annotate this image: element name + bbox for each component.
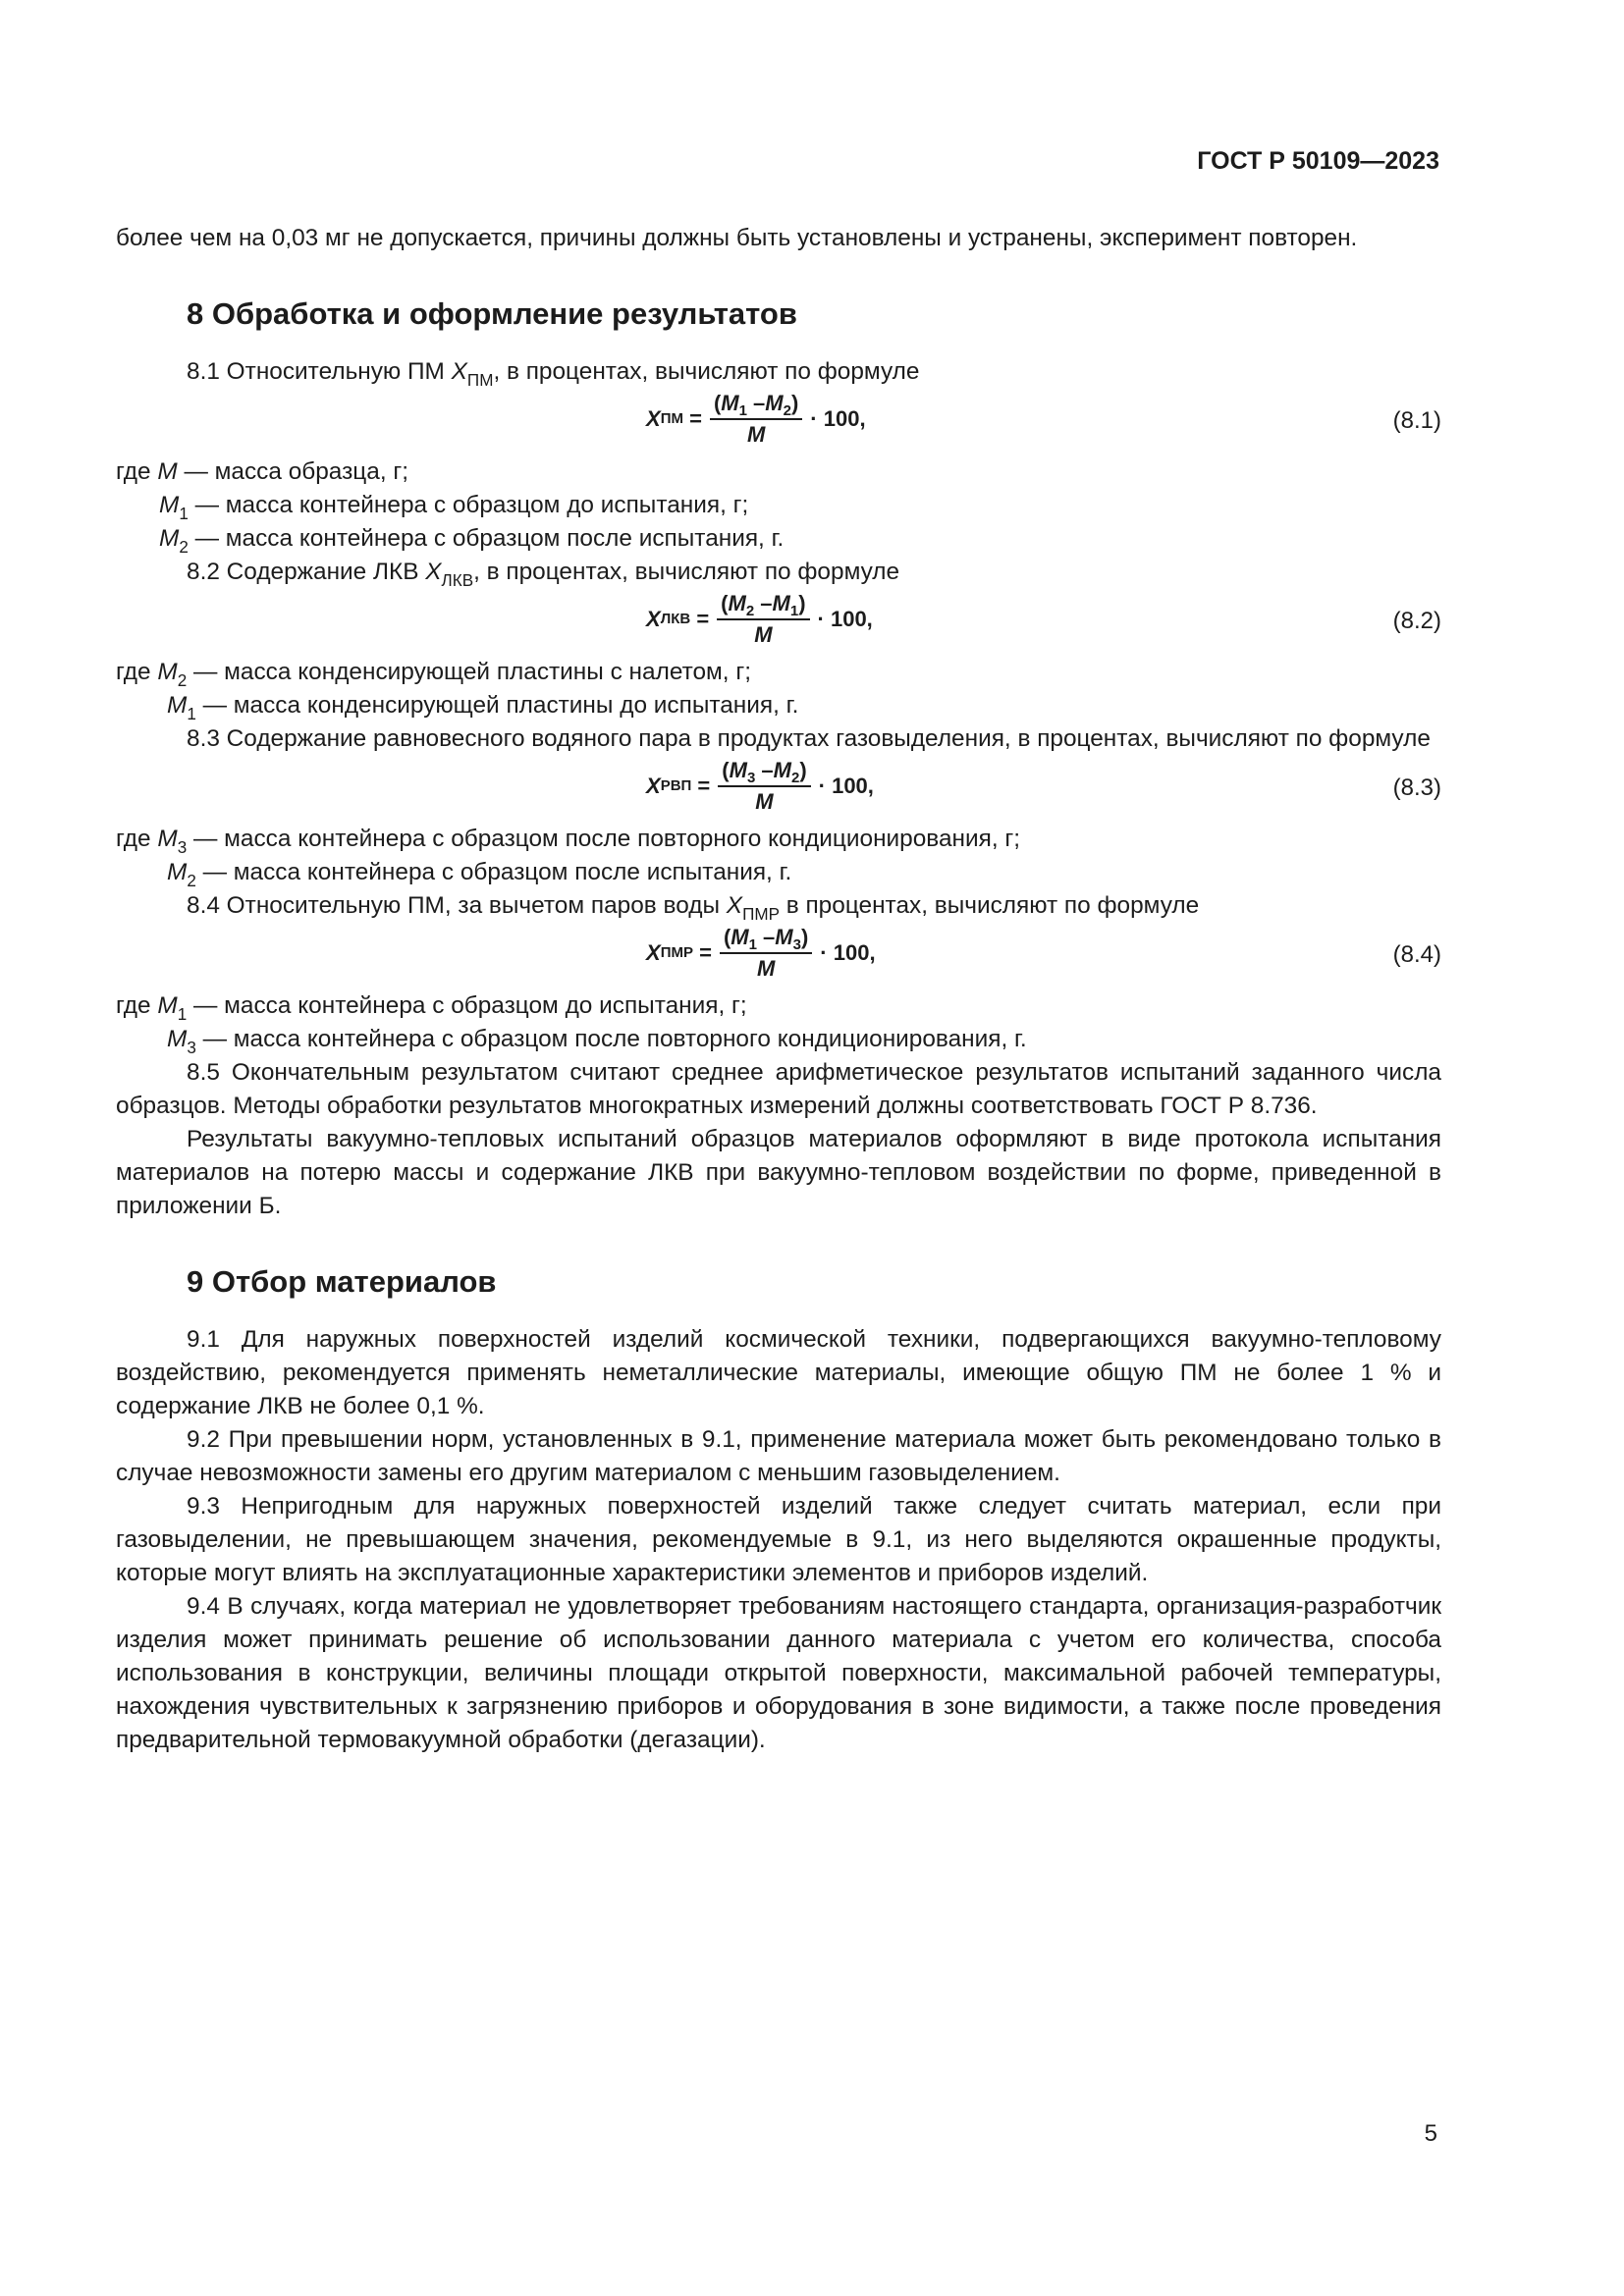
where-8-4-line-1: где $M_1$ — масса контейнера с образцом до испытания, г; xyxy=(116,992,747,1024)
document-id-header: ГОСТ Р 50109—2023 xyxy=(1197,147,1439,175)
equation-number-8-3: (8.3) xyxy=(1392,774,1441,801)
intro-paragraph: более чем на 0,03 мг не допускается, причины должны быть установлены и устранены, эксперимент повторен. xyxy=(116,225,1358,251)
where-8-1-line-2: $M_1$ — масса контейнера с образцом до испытания, г; xyxy=(159,492,749,523)
where-8-1-line-3: $M_2$ — масса контейнера с образцом после испытания, г. xyxy=(159,525,785,557)
equation-number-8-4: (8.4) xyxy=(1392,941,1441,968)
clause-9-3: 9.3 Непригодным для наружных поверхностей изделий также следует считать материал, если при газовыделении, не превышающем значения, рекомендуемые в 9.1, из него выделяются окрашенные продукты, которые могут влиять на эксплуатационные характеристики элементов и приборов изделий. xyxy=(116,1493,1441,1586)
clause-8-5: 8.5 Окончательным результатом считают среднее арифметическое результатов испытаний заданного числа образцов. Методы обработки результатов многократных измерений должны соответствовать ГОСТ Р 8.736. xyxy=(116,1059,1441,1119)
clause-8-2: 8.2 Содержание ЛКВ $X_{ЛКВ}$, в процентах, вычисляют по формуле xyxy=(187,559,900,590)
formula-8-3: X РВП = $\frac{(M_3 -M_2)}{M}$ · 100, (8.3) xyxy=(646,758,1441,814)
where-8-4-line-2: $M_3$ — масса контейнера с образцом после повторного кондиционирования, г. xyxy=(167,1026,1027,1057)
where-8-2-line-1: где $M_2$ — масса конденсирующей пластины с налетом, г; xyxy=(116,659,752,690)
formula-8-4: X ПМР = $\frac{(M_1 -M_3)}{M}$ · 100, (8.4) xyxy=(646,925,1441,981)
clause-9-2: 9.2 При превышении норм, установленных в 9.1, применение материала может быть рекомендовано только в случае невозможности замены его другим материалом с меньшим газовыделением. xyxy=(116,1426,1441,1486)
clause-8-3: 8.3 Содержание равновесного водяного пара в продуктах газовыделения, в процентах, вычисляют по формуле xyxy=(187,725,1431,752)
where-8-2-line-2: $M_1$ — масса конденсирующей пластины до испытания, г. xyxy=(167,692,799,723)
equation-number-8-2: (8.2) xyxy=(1392,608,1441,634)
where-8-3-line-2: $M_2$ — масса контейнера с образцом после испытания, г. xyxy=(167,859,792,890)
where-8-1-line-1: где M — масса образца, г; xyxy=(116,458,409,485)
clause-8-1: 8.1 Относительную ПМ $X_{ПМ}$, в процентах, вычисляют по формуле xyxy=(187,358,920,390)
clause-9-1: 9.1 Для наружных поверхностей изделий космической техники, подвергающихся вакуумно-тепловому воздействию, рекомендуется применять неметаллические материалы, имеющие общую ПМ не более 1 % и содержание ЛКВ не более 0,1 %. xyxy=(116,1326,1441,1419)
section-8-heading: 8 Обработка и оформление результатов xyxy=(187,296,797,331)
equation-number-8-1: (8.1) xyxy=(1392,407,1441,434)
formula-8-2: X ЛКВ = $\frac{(M_2 -M_1)}{M}$ · 100, (8.2) xyxy=(646,591,1441,647)
formula-8-1: X ПМ = $\frac{(M_1 -M_2)}{M}$ · 100, (8.1) xyxy=(646,391,1441,447)
document-body xyxy=(116,222,1441,1757)
clause-8-4: 8.4 Относительную ПМ, за вычетом паров воды $X_{ПМР}$ в процентах, вычисляют по формуле xyxy=(187,892,1200,924)
page-number: 5 xyxy=(1424,2120,1437,2147)
clause-9-4: 9.4 В случаях, когда материал не удовлетворяет требованиям настоящего стандарта, организация-разработчик изделия может принимать решение об использовании данного материала с учетом его количества, способа использования в конструкции, величины площади открытой поверхности, максимальной рабочей температуры, нахождения чувствительных к загрязнению приборов и оборудования в зоне видимости, а также после проведения предварительной термовакуумной обработки (дегазации). xyxy=(116,1593,1441,1753)
clause-8-5-results: Результаты вакуумно-тепловых испытаний образцов материалов оформляют в виде протокола испытания материалов на потерю массы и содержание ЛКВ при вакуумно-тепловом воздействии по форме, приведенной в приложении Б. xyxy=(116,1126,1441,1219)
section-9-heading: 9 Отбор материалов xyxy=(187,1264,497,1299)
where-8-3-line-1: где $M_3$ — масса контейнера с образцом после повторного кондиционирования, г; xyxy=(116,826,1021,857)
